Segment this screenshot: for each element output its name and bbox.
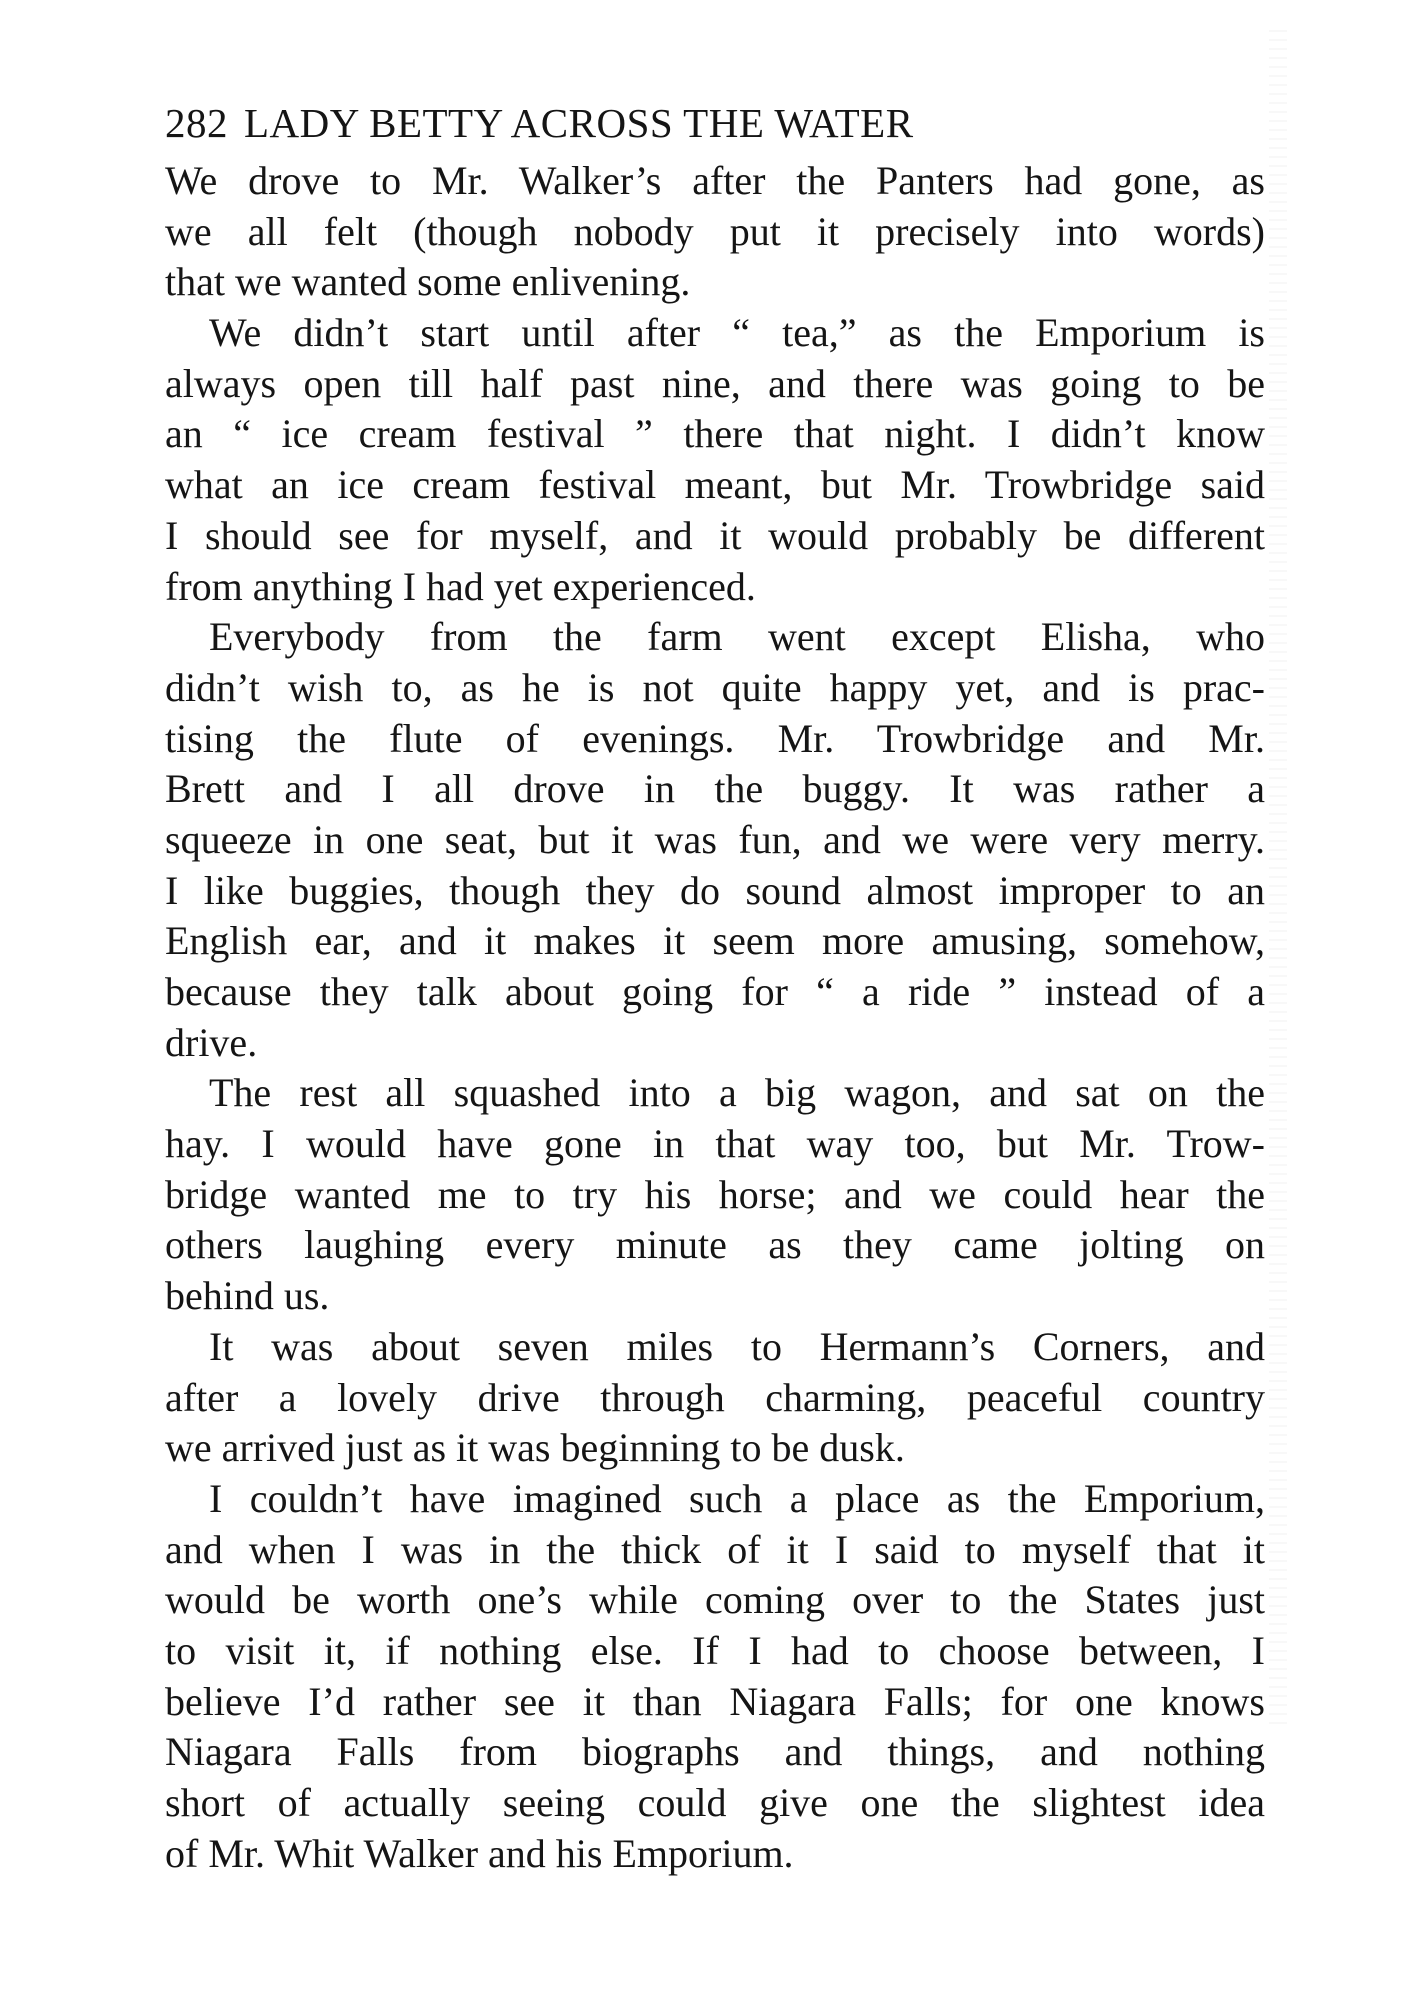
text-line: that we wanted some enlivening. — [165, 259, 691, 305]
text-line: of Mr. Whit Walker and his Emporium. — [165, 1830, 794, 1876]
book-page — [165, 96, 1265, 1879]
paragraph — [165, 612, 1265, 1068]
text-line: The rest all squashed into a big wagon, and sat on the — [209, 1070, 1265, 1116]
text-line: bridge wanted me to try his horse; and we could hear the — [165, 1171, 1265, 1217]
book-title: LADY BETTY ACROSS THE WATER — [244, 100, 914, 146]
text-line: didn’t wish to, as he is not quite happy yet, and is prac- — [165, 664, 1265, 710]
text-line: tising the flute of evenings. Mr. Trowbridge and Mr. — [165, 715, 1265, 761]
paragraph — [165, 1322, 1265, 1474]
text-line: what an ice cream festival meant, but Mr. Trowbridge said — [165, 462, 1265, 508]
page-number: 282 — [165, 100, 228, 146]
text-line: to visit it, if nothing else. If I had to choose between, I — [165, 1627, 1265, 1673]
text-line: and when I was in the thick of it I said to myself that it — [165, 1526, 1265, 1572]
page-edge-shadow — [1269, 30, 1287, 1730]
text-line: We didn’t start until after “ tea,” as the Emporium is — [209, 310, 1265, 356]
text-line: we arrived just as it was beginning to be dusk. — [165, 1425, 905, 1471]
text-line: Brett and I all drove in the buggy. It was rather a — [165, 766, 1265, 812]
text-line: hay. I would have gone in that way too, but Mr. Trow- — [165, 1121, 1265, 1167]
text-line: I like buggies, though they do sound almost improper to an — [165, 867, 1265, 913]
text-line: short of actually seeing could give one the slightest idea — [165, 1780, 1265, 1825]
paragraph — [165, 308, 1265, 612]
text-line: an “ ice cream festival ” there that night. I didn’t know — [165, 411, 1265, 457]
text-line: we all felt (though nobody put it precisely into words) — [165, 208, 1265, 254]
text-line: from anything I had yet experienced. — [165, 563, 756, 609]
text-line: always open till half past nine, and there was going to be — [165, 360, 1265, 406]
text-line: It was about seven miles to Hermann’s Corners, and — [209, 1323, 1265, 1369]
text-line: believe I’d rather see it than Niagara Falls; for one knows — [165, 1678, 1265, 1724]
paragraph — [165, 1068, 1265, 1321]
text-line: squeeze in one seat, but it was fun, and we were very merry. — [165, 816, 1265, 862]
text-line: Everybody from the farm went except Elisha, who — [209, 614, 1265, 660]
text-line: I should see for myself, and it would probably be different — [165, 512, 1265, 558]
text-line: drive. — [165, 1019, 258, 1065]
text-line: behind us. — [165, 1273, 330, 1319]
text-line: would be worth one’s while coming over to the States just — [165, 1577, 1265, 1623]
paragraph — [165, 1474, 1265, 1880]
text-line: English ear, and it makes it seem more amusing, somehow, — [165, 918, 1265, 964]
text-line: after a lovely drive through charming, peaceful country — [165, 1374, 1265, 1420]
running-head — [165, 96, 1265, 156]
paragraph — [165, 156, 1265, 308]
text-line: because they talk about going for “ a ride ” instead of a — [165, 969, 1265, 1014]
text-line: others laughing every minute as they came jolting on — [165, 1222, 1265, 1268]
text-line: I couldn’t have imagined such a place as the Emporium, — [209, 1475, 1265, 1521]
text-line: We drove to Mr. Walker’s after the Panters had gone, as — [165, 158, 1265, 203]
text-line: Niagara Falls from biographs and things, and nothing — [165, 1729, 1265, 1775]
body-text — [165, 156, 1265, 1879]
